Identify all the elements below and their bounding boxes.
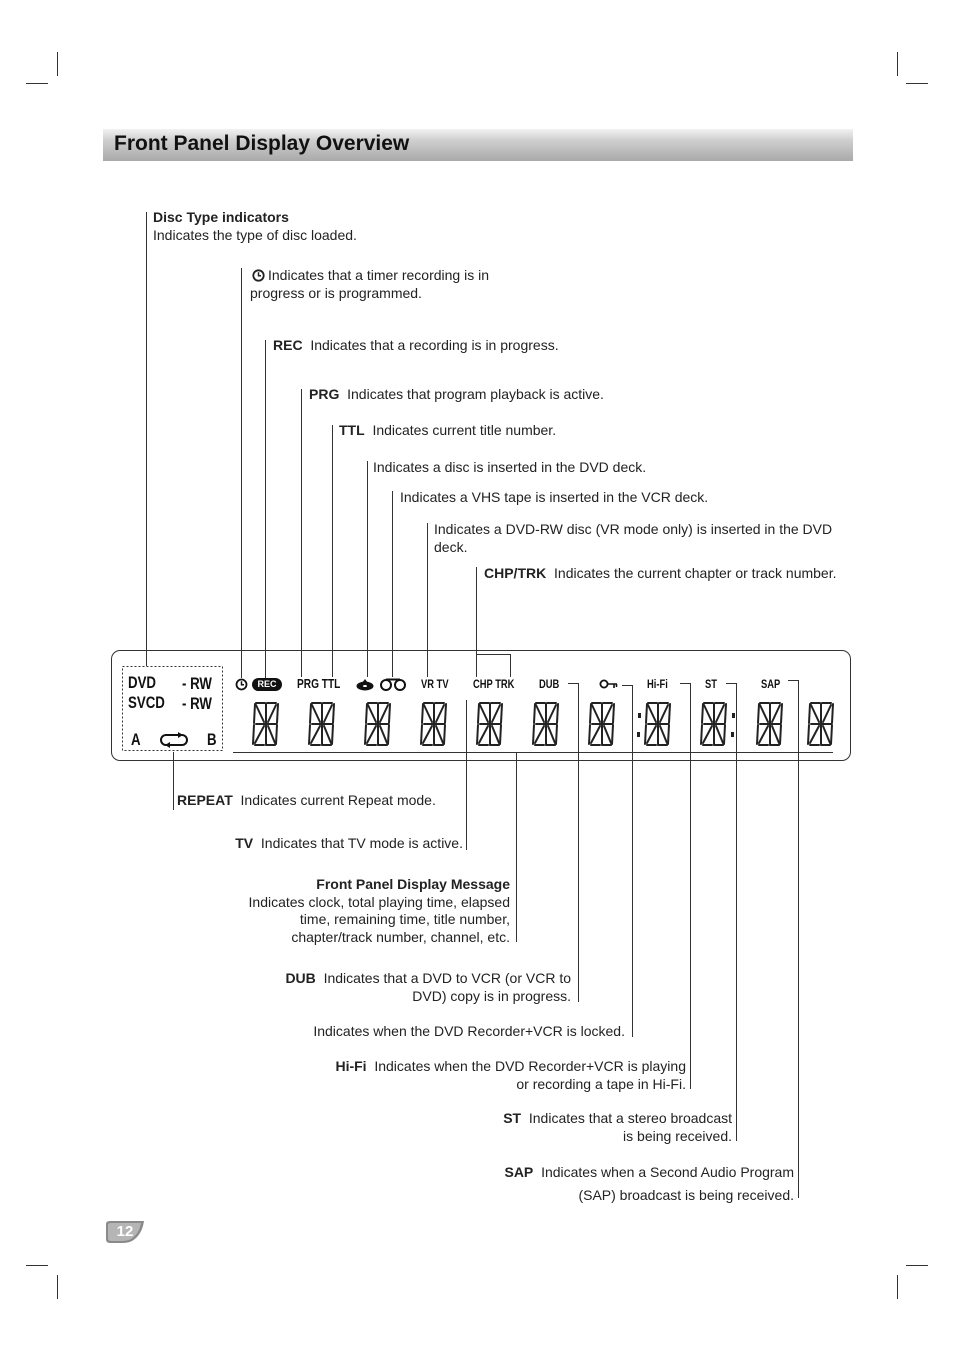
repeat-text: Indicates current Repeat mode. [240,792,436,808]
digit-9 [701,703,726,745]
hifi-label: Hi-Fi [335,1058,367,1074]
message-line-1: Indicates clock, total playing time, elapsed [248,893,510,910]
digit-2 [309,703,334,745]
st-line-1: Indicates that a stereo broadcast [528,1110,732,1126]
dub-annotation [285,970,571,1005]
lock-text: Indicates when the DVD Recorder+VCR is locked. [313,1023,625,1039]
vr-text-2: deck. [434,538,468,555]
panel-dub-label: DUB [539,677,560,691]
panel-hifi-label: Hi-Fi [647,677,668,691]
digit-6 [533,703,558,745]
digit-7 [589,703,614,745]
tv-text: Indicates that TV mode is active. [260,835,463,851]
rec-text: Indicates that a recording is in progress. [310,337,559,353]
ttl-text: Indicates current title number. [372,422,557,438]
panel-prg-ttl-label: PRG TTL [297,676,341,691]
chptrk-text: Indicates the current chapter or track number. [554,565,837,581]
tv-annotation [235,835,463,853]
message-line-3: chapter/track number, channel, etc. [291,928,510,945]
sap-annotation [504,1161,794,1207]
dub-line-1: Indicates that a DVD to VCR (or VCR to [323,970,571,986]
lock-annotation [313,1023,625,1041]
digit-4 [421,703,446,745]
rec-label: REC [273,337,303,353]
disc-type-label: Disc Type indicators [153,209,289,225]
digit-5 [477,703,502,745]
digit-3 [365,703,390,745]
prg-label: PRG [309,386,340,402]
panel-st-label: ST [705,677,717,691]
prg-text: Indicates that program playback is active. [347,386,604,402]
panel-chp-trk-label: CHP TRK [473,677,515,691]
sap-label: SAP [504,1164,534,1180]
panel-a-label: A [131,730,141,749]
st-annotation [503,1110,732,1145]
digit-8 [645,703,670,745]
vr-text-1: Indicates a DVD-RW disc (VR mode only) is inserted in the DVD [434,521,833,537]
sap-line-2: (SAP) broadcast is being received. [578,1187,794,1203]
panel-rw-label-1: - RW [182,674,212,693]
tv-label: TV [235,835,254,851]
chptrk-label: CHP/TRK [484,565,547,581]
dvd-deck-text: Indicates a disc is inserted in the DVD deck. [373,459,647,475]
sap-line-1: Indicates when a Second Audio Program [541,1164,794,1180]
panel-rw-label-2: - RW [182,694,212,713]
dub-label: DUB [285,970,316,986]
dub-line-2: DVD) copy is in progress. [412,987,571,1004]
panel-b-label: B [207,730,217,749]
hifi-line-1: Indicates when the DVD Recorder+VCR is playing [374,1058,686,1074]
rec-badge: REC [252,678,282,691]
panel-sap-label: SAP [761,677,781,691]
message-label: Front Panel Display Message [316,876,510,892]
page-number: 12 [116,1223,134,1240]
page-title: Front Panel Display Overview [114,132,410,155]
st-line-2: is being received. [623,1127,732,1144]
panel-svcd-label: SVCD [128,693,165,712]
hifi-annotation [335,1058,686,1093]
repeat-annotation [177,792,436,810]
panel-vr-tv-label: VR TV [421,677,449,691]
vcr-deck-text: Indicates a VHS tape is inserted in the VCR deck. [400,489,709,505]
timer-text-2: progress or is programmed. [250,284,422,301]
disc-type-text: Indicates the type of disc loaded. [153,226,357,243]
digit-1 [253,703,278,745]
digit-10 [757,703,782,745]
st-label: ST [503,1110,522,1126]
hifi-line-2: or recording a tape in Hi-Fi. [516,1075,686,1092]
panel-dvd-label: DVD [128,673,157,692]
timer-text-1: Indicates that a timer recording is in [268,267,489,283]
digit-11 [808,703,833,745]
ttl-label: TTL [339,422,365,438]
repeat-label: REPEAT [177,792,233,808]
message-line-2: time, remaining time, title number, [299,911,510,927]
message-annotation [249,876,510,946]
